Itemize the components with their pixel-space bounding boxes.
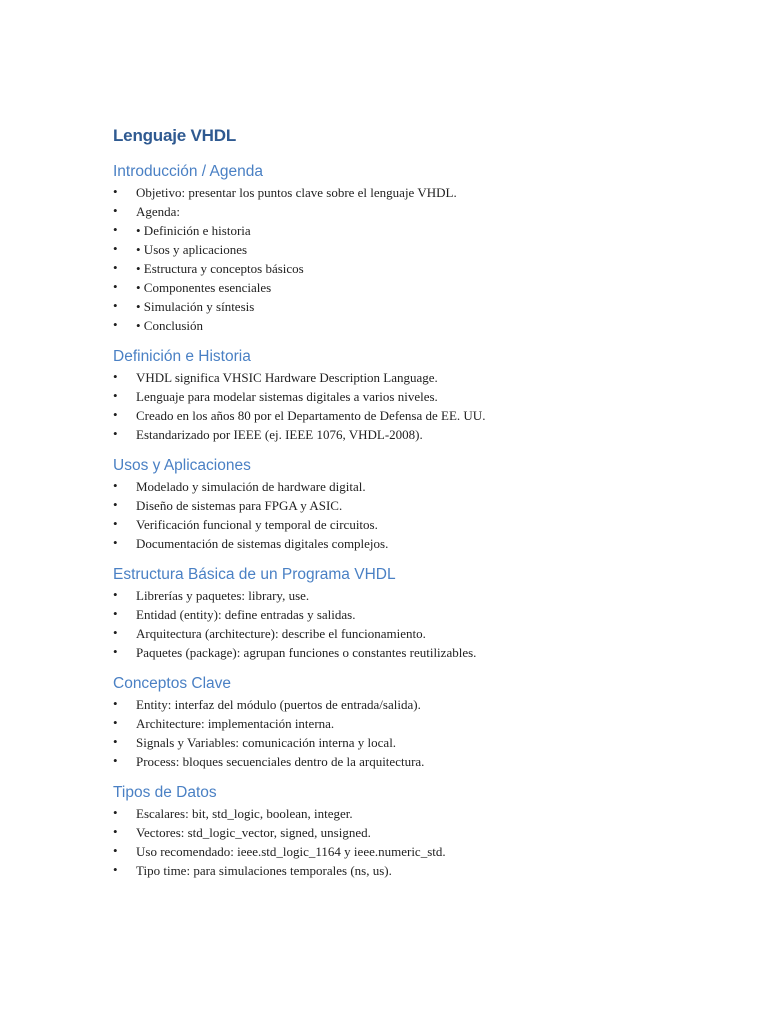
bullet-icon: •	[113, 426, 118, 441]
bullet-icon: •	[113, 369, 118, 384]
bullet-icon: •	[113, 644, 118, 659]
list-item	[113, 202, 688, 221]
list-item-text: Paquetes (package): agrupan funciones o constantes reutilizables.	[136, 645, 477, 660]
bullet-list	[113, 183, 688, 335]
bullet-icon: •	[113, 516, 118, 531]
bullet-icon: •	[113, 298, 118, 313]
list-item	[113, 861, 688, 880]
bullet-list	[113, 586, 688, 662]
bullet-icon: •	[113, 535, 118, 550]
section-heading: Tipos de Datos	[113, 784, 217, 801]
list-item-text: VHDL significa VHSIC Hardware Description Language.	[136, 370, 438, 385]
bullet-icon: •	[113, 497, 118, 512]
list-item-text: • Usos y aplicaciones	[136, 242, 248, 257]
list-item-text: • Componentes esenciales	[136, 280, 272, 295]
section	[113, 347, 688, 444]
bullet-icon: •	[113, 862, 118, 877]
list-item-text: Diseño de sistemas para FPGA y ASIC.	[136, 498, 343, 513]
list-item-text: Arquitectura (architecture): describe el funcionamiento.	[136, 626, 426, 641]
bullet-icon: •	[113, 625, 118, 640]
list-item-text: Agenda:	[136, 204, 181, 219]
list-item	[113, 624, 688, 643]
list-item	[113, 804, 688, 823]
list-item	[113, 586, 688, 605]
list-item	[113, 823, 688, 842]
section	[113, 456, 688, 553]
list-item-text: Tipo time: para simulaciones temporales (ns, us).	[136, 863, 392, 878]
list-item	[113, 425, 688, 444]
list-item	[113, 695, 688, 714]
list-item	[113, 515, 688, 534]
bullet-icon: •	[113, 317, 118, 332]
list-item-text: Process: bloques secuenciales dentro de la arquitectura.	[136, 754, 425, 769]
list-item-text: Entity: interfaz del módulo (puertos de entrada/salida).	[136, 697, 421, 712]
list-item	[113, 534, 688, 553]
list-item	[113, 221, 688, 240]
bullet-icon: •	[113, 805, 118, 820]
bullet-icon: •	[113, 222, 118, 237]
list-item-text: Lenguaje para modelar sistemas digitales a varios niveles.	[136, 389, 438, 404]
bullet-icon: •	[113, 715, 118, 730]
list-item-text: Modelado y simulación de hardware digital.	[136, 479, 366, 494]
list-item	[113, 752, 688, 771]
list-item	[113, 406, 688, 425]
list-item-text: Estandarizado por IEEE (ej. IEEE 1076, VHDL-2008).	[136, 427, 423, 442]
list-item	[113, 316, 688, 335]
list-item-text: • Simulación y síntesis	[136, 299, 255, 314]
list-item	[113, 496, 688, 515]
list-item	[113, 477, 688, 496]
list-item-text: • Definición e historia	[136, 223, 251, 238]
bullet-icon: •	[113, 203, 118, 218]
list-item	[113, 643, 688, 662]
list-item-text: Creado en los años 80 por el Departamento de Defensa de EE. UU.	[136, 408, 486, 423]
bullet-icon: •	[113, 388, 118, 403]
list-item-text: Signals y Variables: comunicación interna y local.	[136, 735, 397, 750]
bullet-list	[113, 804, 688, 880]
bullet-icon: •	[113, 696, 118, 711]
list-item	[113, 387, 688, 406]
list-item-text: Uso recomendado: ieee.std_logic_1164 y ieee.numeric_std.	[136, 844, 446, 859]
section-heading: Usos y Aplicaciones	[113, 457, 251, 474]
list-item-text: • Conclusión	[136, 318, 204, 333]
list-item-text: Entidad (entity): define entradas y salidas.	[136, 607, 356, 622]
list-item-text: Architecture: implementación interna.	[136, 716, 335, 731]
bullet-icon: •	[113, 184, 118, 199]
section-heading: Conceptos Clave	[113, 675, 232, 692]
bullet-icon: •	[113, 260, 118, 275]
list-item	[113, 259, 688, 278]
list-item	[113, 240, 688, 259]
section-heading: Definición e Historia	[113, 348, 251, 365]
list-item-text: Objetivo: presentar los puntos clave sobre el lenguaje VHDL.	[136, 185, 457, 200]
list-item-text: • Estructura y conceptos básicos	[136, 261, 304, 276]
bullet-icon: •	[113, 606, 118, 621]
bullet-list	[113, 477, 688, 553]
bullet-icon: •	[113, 753, 118, 768]
bullet-list	[113, 368, 688, 444]
bullet-icon: •	[113, 478, 118, 493]
section	[113, 674, 688, 771]
section	[113, 162, 688, 335]
section	[113, 783, 688, 880]
bullet-icon: •	[113, 843, 118, 858]
list-item	[113, 183, 688, 202]
bullet-icon: •	[113, 824, 118, 839]
list-item-text: Verificación funcional y temporal de circuitos.	[136, 517, 378, 532]
list-item	[113, 368, 688, 387]
list-item	[113, 714, 688, 733]
document-title: Lenguaje VHDL	[113, 126, 237, 145]
list-item-text: Librerías y paquetes: library, use.	[136, 588, 310, 603]
section-heading: Estructura Básica de un Programa VHDL	[113, 566, 396, 583]
list-item	[113, 278, 688, 297]
bullet-icon: •	[113, 279, 118, 294]
document-body	[113, 162, 688, 880]
bullet-list	[113, 695, 688, 771]
bullet-icon: •	[113, 587, 118, 602]
list-item-text: Vectores: std_logic_vector, signed, unsigned.	[136, 825, 371, 840]
list-item	[113, 733, 688, 752]
list-item	[113, 605, 688, 624]
bullet-icon: •	[113, 734, 118, 749]
list-item	[113, 842, 688, 861]
section	[113, 565, 688, 662]
bullet-icon: •	[113, 241, 118, 256]
list-item	[113, 297, 688, 316]
bullet-icon: •	[113, 407, 118, 422]
list-item-text: Documentación de sistemas digitales complejos.	[136, 536, 389, 551]
list-item-text: Escalares: bit, std_logic, boolean, integer.	[136, 806, 353, 821]
section-heading: Introducción / Agenda	[113, 163, 263, 180]
